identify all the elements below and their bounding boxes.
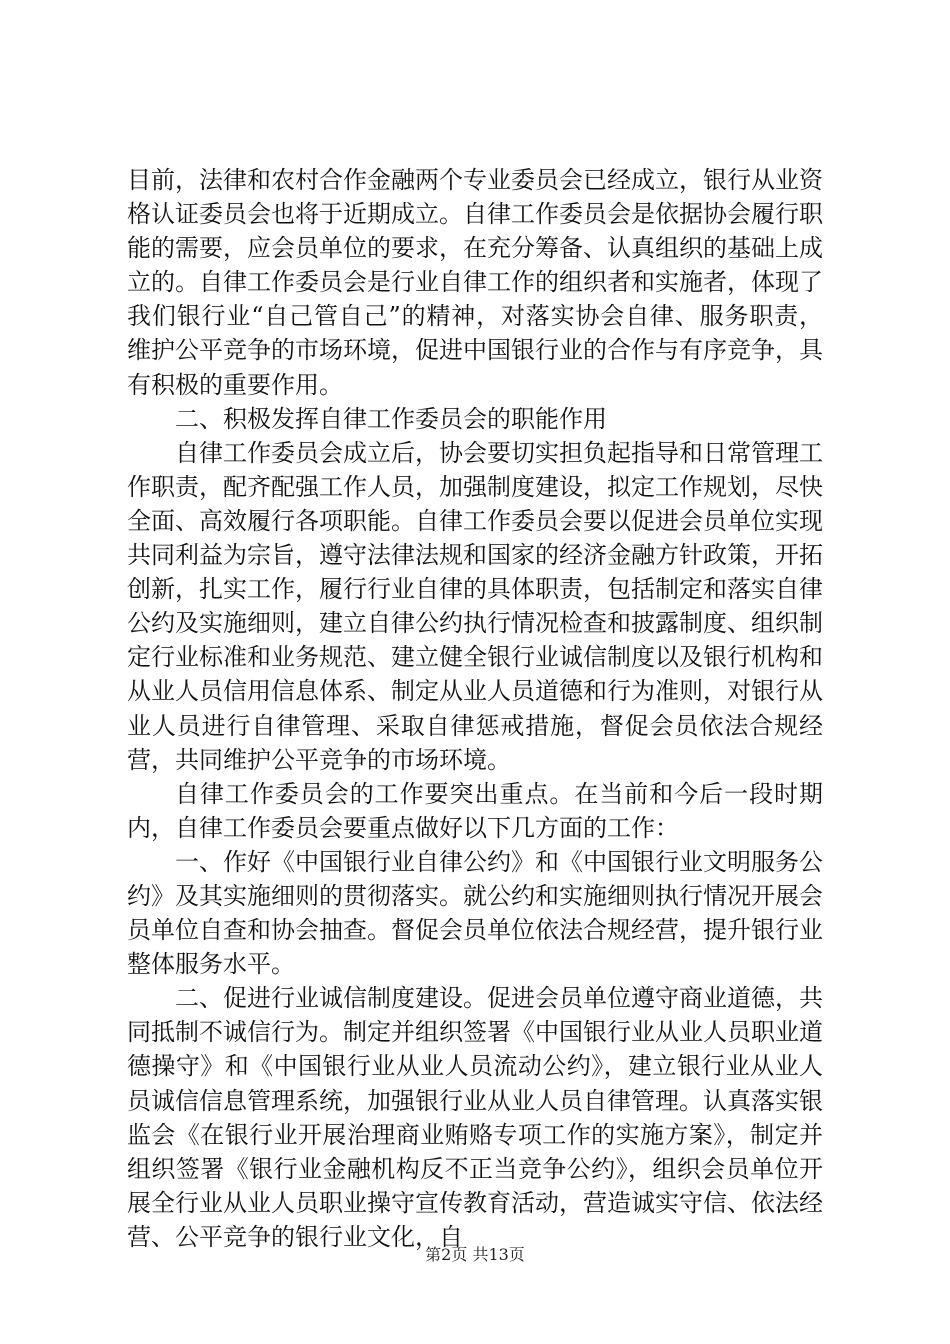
paragraph-1: 目前，法律和农村合作金融两个专业委员会已经成立，银行从业资格认证委员会也将于近期成立。自律工作委员会是依据协会履行职能的需要，应会员单位的要求，在充分筹备、认真组织的基础上成立的。自律工作委员会是行业自律工作的组织者和实施者，体现了我们银行业“自己管自己”的精神，对落实协会自律、服务职责，维护公平竞争的市场环境，促进中国银行业的合作与有序竞争，具有积极的重要作用。 xyxy=(127,166,823,399)
paragraph-5: 一、作好《中国银行业自律公约》和《中国银行业文明服务公约》及其实施细则的贯彻落实。就公约和实施细则执行情况开展会员单位自查和协会抽查。督促会员单位依法合规经营，提升银行业整体服务水平。 xyxy=(127,847,823,979)
paragraph-4: 自律工作委员会的工作要突出重点。在当前和今后一段时期内，自律工作委员会要重点做好以下几方面的工作： xyxy=(127,779,823,842)
section-heading-2: 二、积极发挥自律工作委员会的职能作用 xyxy=(175,404,607,433)
paragraph-3: 自律工作委员会成立后，协会要切实担负起指导和日常管理工作职责，配齐配强工作人员，加强制度建设，拟定工作规划，尽快全面、高效履行各项职能。自律工作委员会要以促进会员单位实现共同利益为宗旨，遵守法律法规和国家的经济金融方针政策，开拓创新，扎实工作，履行行业自律的具体职责，包括制定和落实自律公约及实施细则，建立自律公约执行情况检查和披露制度、组织制定行业标准和业务规范、建立健全银行业诚信制度以及银行机构和从业人员信用信息体系、制定从业人员道德和行为准则，对银行从业人员进行自律管理、采取自律惩戒措施，督促会员依法合规经营，共同维护公平竞争的市场环境。 xyxy=(127,438,823,774)
document-body xyxy=(127,163,823,1254)
page-number-label: 第2页 共13页 xyxy=(425,1245,525,1264)
page-footer xyxy=(0,1242,950,1265)
paragraph-6: 二、促进行业诚信制度建设。促进会员单位遵守商业道德，共同抵制不诚信行为。制定并组织签署《中国银行业从业人员职业道德操守》和《中国银行业从业人员流动公约》，建立银行业从业人员诚信信息管理系统，加强银行业从业人员自律管理。认真落实银监会《在银行业开展治理商业贿赂专项工作的实施方案》，制定并组织签署《银行业金融机构反不正当竞争公约》，组织会员单位开展全行业从业人员职业操守宣传教育活动，营造诚实守信、依法经营、公平竞争的银行业文化，自 xyxy=(127,984,823,1251)
